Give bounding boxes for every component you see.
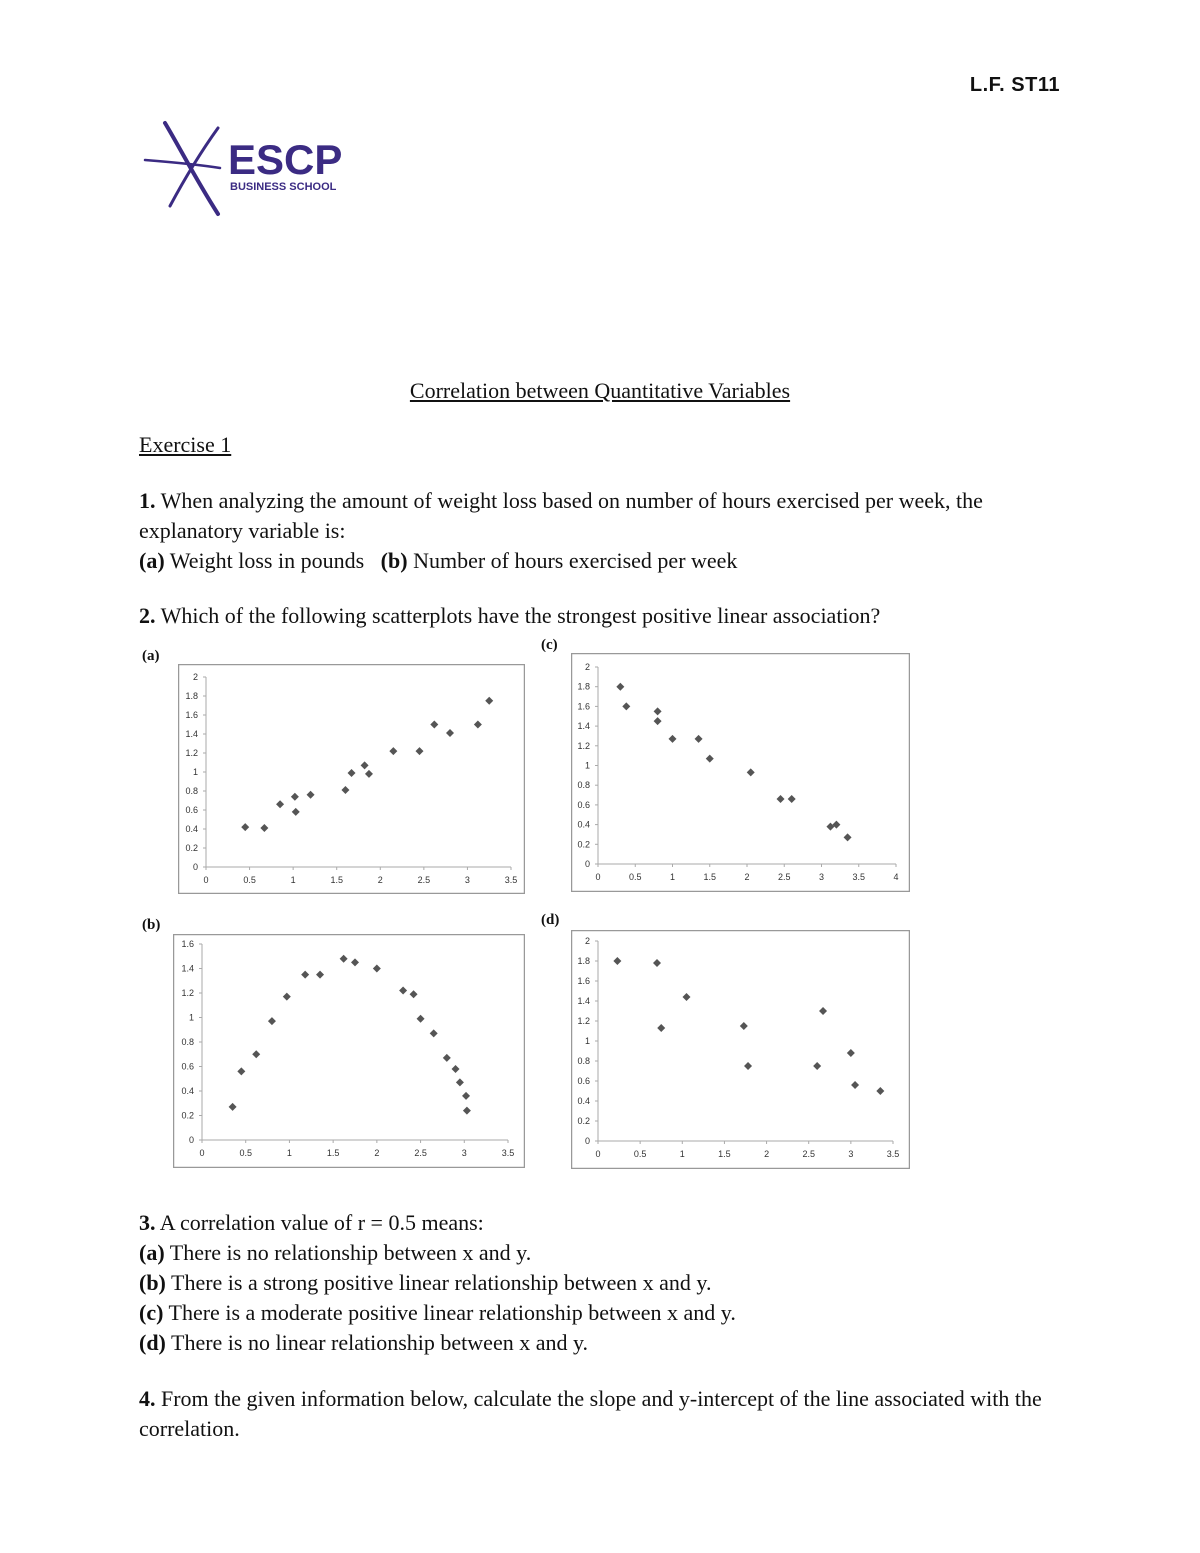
x-tick-label: 1 <box>669 872 676 882</box>
plot-label-c: (c) <box>541 637 558 653</box>
x-tick-label: 1.5 <box>718 1149 731 1159</box>
plot-frame <box>174 935 525 1168</box>
y-tick-label: 1.8 <box>577 956 590 966</box>
question-number: 4. <box>139 1386 156 1411</box>
question-3 <box>139 1208 1069 1238</box>
plot-frame <box>572 654 910 892</box>
x-tick-label: 0.5 <box>628 872 642 882</box>
option-label: (d) <box>139 1330 166 1355</box>
y-tick-label: 1.4 <box>185 729 198 739</box>
y-tick-label: 1.8 <box>577 681 590 692</box>
option-text: Weight loss in pounds <box>169 548 365 573</box>
y-tick-label: 1 <box>584 1036 590 1046</box>
question-number: 2. <box>139 603 156 628</box>
x-tick-label: 1 <box>286 1148 292 1158</box>
y-tick-label: 1.2 <box>577 740 590 751</box>
y-tick-label: 0.8 <box>185 786 198 796</box>
question-4 <box>139 1384 1069 1444</box>
y-tick-label: 1.4 <box>577 996 590 1006</box>
x-tick-label: 0.5 <box>239 1148 252 1158</box>
x-tick-label: 0 <box>199 1148 205 1158</box>
x-tick-label: 2 <box>374 1148 380 1158</box>
scatterplot-svg <box>173 934 525 1168</box>
y-tick-label: 1.6 <box>185 710 198 720</box>
y-tick-label: 0.4 <box>185 824 198 834</box>
x-tick-label: 3.5 <box>501 1148 515 1158</box>
y-tick-label: 2 <box>192 672 198 682</box>
y-tick-label: 0.6 <box>181 1061 194 1072</box>
question-text: When analyzing the amount of weight loss based on number of hours exercised per week, the explanatory variable is: <box>139 488 983 543</box>
scatterplot-a <box>178 664 525 894</box>
x-tick-label: 3.5 <box>504 875 518 885</box>
question-2 <box>139 601 1069 631</box>
x-tick-label: 2.5 <box>777 872 791 882</box>
x-tick-label: 1 <box>290 875 296 885</box>
option-label: (a) <box>139 548 165 573</box>
x-tick-label: 0 <box>203 875 209 885</box>
x-tick-label: 3 <box>461 1148 467 1158</box>
question-text: A correlation value of r = 0.5 means: <box>159 1210 484 1235</box>
y-tick-label: 1 <box>584 760 590 771</box>
option-label: (b) <box>139 1270 166 1295</box>
document-title: Correlation between Quantitative Variables <box>409 378 791 403</box>
plot-frame <box>572 931 910 1169</box>
y-tick-label: 1.6 <box>577 976 590 986</box>
y-tick-label: 1.4 <box>181 963 194 974</box>
x-tick-label: 0.5 <box>633 1149 647 1159</box>
question-3-option-a <box>139 1238 1069 1268</box>
plot-label-b: (b) <box>142 917 161 933</box>
y-tick-label: 0.2 <box>577 1116 590 1126</box>
x-tick-label: 3 <box>848 1149 854 1159</box>
option-text: There is no linear relationship between x and y. <box>171 1330 589 1355</box>
y-tick-label: 1.8 <box>185 691 198 701</box>
y-tick-label: 0.8 <box>577 780 590 791</box>
x-tick-label: 3 <box>464 875 470 885</box>
question-number: 3. <box>139 1210 156 1235</box>
x-tick-label: 1.5 <box>330 875 343 885</box>
option-text: There is no relationship between x and y. <box>169 1240 532 1265</box>
y-tick-label: 1 <box>188 1012 194 1023</box>
y-tick-label: 1.2 <box>185 748 198 758</box>
question-3-option-c <box>139 1298 1069 1328</box>
y-tick-label: 0.2 <box>181 1110 194 1121</box>
y-tick-label: 1.4 <box>577 721 590 732</box>
question-3-option-b <box>139 1268 1069 1298</box>
option-text: Number of hours exercised per week <box>413 548 738 573</box>
y-tick-label: 0 <box>188 1135 194 1145</box>
x-tick-label: 1.5 <box>326 1148 340 1158</box>
question-3-option-d <box>139 1328 1069 1358</box>
y-tick-label: 1.6 <box>181 939 194 949</box>
y-tick-label: 0.2 <box>185 843 198 853</box>
x-tick-label: 0 <box>595 872 601 882</box>
document-code: L.F. ST11 <box>969 74 1060 96</box>
y-tick-label: 0.4 <box>181 1086 194 1096</box>
x-tick-label: 2.5 <box>414 1148 427 1158</box>
x-tick-label: 0 <box>595 1149 601 1159</box>
y-tick-label: 0.4 <box>577 1096 590 1106</box>
x-tick-label: 3.5 <box>886 1149 900 1159</box>
plot-label-a: (a) <box>142 648 160 664</box>
y-tick-label: 2 <box>584 662 590 672</box>
option-label: (c) <box>139 1300 164 1325</box>
y-tick-label: 0 <box>192 862 198 872</box>
question-1-options <box>139 546 1069 576</box>
x-tick-label: 2.5 <box>417 875 431 885</box>
y-tick-label: 0.6 <box>185 805 198 815</box>
y-tick-label: 2 <box>584 936 590 946</box>
y-tick-label: 0.8 <box>577 1056 590 1066</box>
scatterplot-d <box>571 930 910 1169</box>
question-text: Which of the following scatterplots have the strongest positive linear association? <box>160 603 881 628</box>
y-tick-label: 1.2 <box>577 1016 590 1026</box>
x-tick-label: 1.5 <box>703 872 717 882</box>
y-tick-label: 0.6 <box>577 1076 590 1086</box>
logo-wordmark: ESCP <box>228 136 343 183</box>
scatterplot-svg <box>178 664 525 894</box>
plot-frame <box>179 665 525 894</box>
escp-logo-mark-icon <box>140 118 360 218</box>
escp-logo <box>140 118 360 218</box>
scatterplot-b <box>173 934 525 1168</box>
question-text: From the given information below, calculate the slope and y-intercept of the line associated with the correlation. <box>139 1386 1042 1441</box>
exercise-heading: Exercise 1 <box>139 432 232 457</box>
x-tick-label: 3.5 <box>852 872 866 882</box>
scatterplot-svg <box>571 930 910 1169</box>
y-tick-label: 0 <box>584 859 590 869</box>
y-tick-label: 0.4 <box>577 819 590 830</box>
scatterplot-c <box>571 653 910 892</box>
y-tick-label: 0.6 <box>577 799 590 810</box>
x-tick-label: 4 <box>893 872 899 882</box>
x-tick-label: 2 <box>764 1149 770 1159</box>
option-label: (b) <box>380 548 408 573</box>
x-tick-label: 1 <box>679 1149 685 1159</box>
plot-label-d: (d) <box>541 912 560 928</box>
y-tick-label: 0.2 <box>577 839 590 850</box>
x-tick-label: 0.5 <box>243 875 256 885</box>
question-number: 1. <box>139 488 156 513</box>
x-tick-label: 2 <box>744 872 750 882</box>
option-text: There is a moderate positive linear relationship between x and y. <box>168 1300 736 1325</box>
option-label: (a) <box>139 1240 165 1265</box>
x-tick-label: 3 <box>818 872 825 882</box>
y-tick-label: 1.6 <box>577 701 590 712</box>
y-tick-label: 1.2 <box>181 988 194 998</box>
logo-subtitle: BUSINESS SCHOOL <box>230 181 337 193</box>
y-tick-label: 1 <box>192 767 198 777</box>
y-tick-label: 0.8 <box>181 1037 194 1047</box>
scatterplot-svg <box>571 653 910 892</box>
x-tick-label: 2 <box>377 875 383 885</box>
question-1 <box>139 486 1069 546</box>
x-tick-label: 2.5 <box>802 1149 815 1159</box>
y-tick-label: 0 <box>584 1136 590 1146</box>
option-text: There is a strong positive linear relationship between x and y. <box>171 1270 712 1295</box>
